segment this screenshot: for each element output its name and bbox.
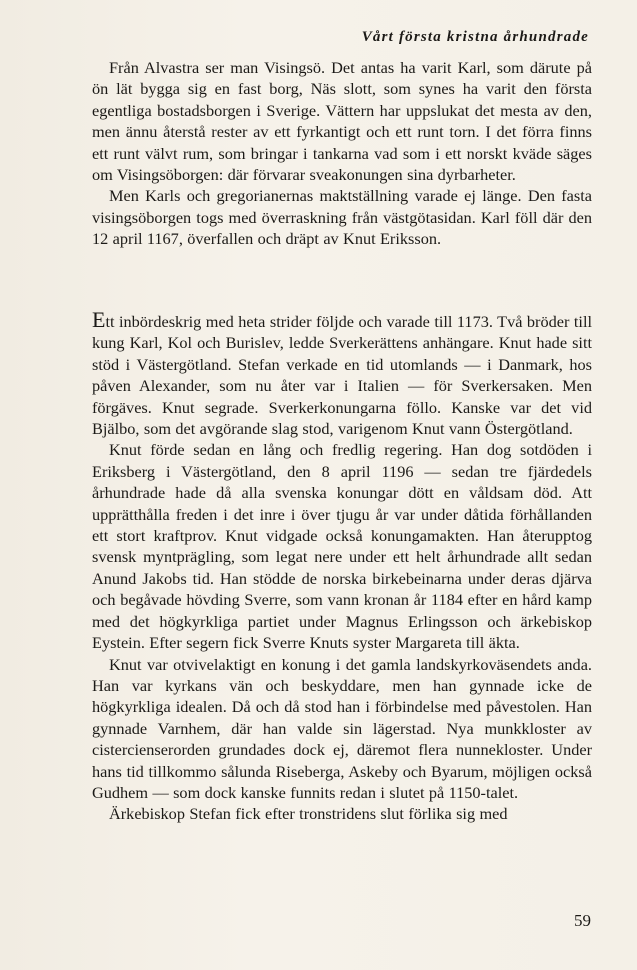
paragraph: Knut förde sedan en lång och fredlig regering. Han dog sotdöden i Eriksberg i Västergötland, den 8 april 1196 — sedan tre fjärdedels århundrade hade då alla svenska konungar dött en våldsam död. Att upprätthålla freden i det inre i över tjugu år var under dåtida förhållanden ett stort kraftprov. Knut vidgade också konungamakten. Han återupptog svensk myntprägling, som legat nere under ett helt århundrade allt sedan Anund Jakobs tid. Han stödde de norska birkebeinarna under deras djärva och begåvade hövding Sverre, som vann kronan år 1184 efter en hård kamp med det högkyrkliga partiet under Magnus Erlingsson och ärkebiskop Eystein. Efter segern fick Sverre Knuts syster Margareta till äkta. (92, 440, 592, 653)
page-number: 59 (574, 911, 591, 930)
paragraph: Men Karls och gregorianernas maktställning varade ej länge. Den fasta visingsöborgen togs med överraskning från västgötasidan. Karl föll där den 12 april 1167, överfallen och dräpt av Knut Eriksson. (92, 186, 592, 249)
paragraph: Ärkebiskop Stefan fick efter tronstridens slut förlika sig med (109, 804, 508, 824)
initial-letter: E (92, 307, 106, 332)
text-section-1 (92, 57, 592, 250)
text-section-2 (92, 307, 592, 825)
paragraph: Från Alvastra ser man Visingsö. Det antas ha varit Karl, som därute på ön lät bygga sig en fast borg, Näs slott, som synes ha varit den första egentliga bostadsborgen i Sverige. Vättern har uppslukat det mesta av den, men ännu återstå rester av ett fyrkantigt och ett runt torn. I det förra finns ett runt välvt rum, som bringar i tankarna vad som i ett norskt kväde säges om Visingsöborgen: där förvarar sveakonungen sina dyrbarheter. (92, 58, 592, 185)
paragraph: Knut var otvivelaktigt en konung i det gamla landskyrkoväsendets anda. Han var kyrkans vän och beskyddare, men han gynnade icke de högkyrkliga idealen. Då och då stod han i förbindelse med påvestolen. Han gynnade Varnhem, där han valde sin lägerstad. Nya munkkloster av cistercienserorden grundades dock ej, däremot flera nunnekloster. Under hans tid tillkommo sålunda Riseberga, Askeby och Byarum, möjligen också Gudhem — som dock kanske funnits redan i slutet på 1150-talet. (92, 654, 592, 802)
running-header: Vårt första kristna århundrade (361, 29, 589, 45)
paragraph-text: tt inbördeskrig med heta strider följde och varade till 1173. Två bröder till kung Karl, Kol och Burislev, ledde Sverkerättens anhängare. Knut hade sitt stöd i Västergötland. Stefan verkade en tid utomlands — i Danmark, hos påven Alexander, som nu åter var i Italien — för Sverkersaken. Men förgäves. Knut segrade. Sverkerkonungarna föllo. Kanske var det vid Bjälbo, som det avgörande slag stod, varigenom Knut vann Östergötland. (92, 312, 592, 439)
paragraph-with-initial (92, 307, 592, 439)
